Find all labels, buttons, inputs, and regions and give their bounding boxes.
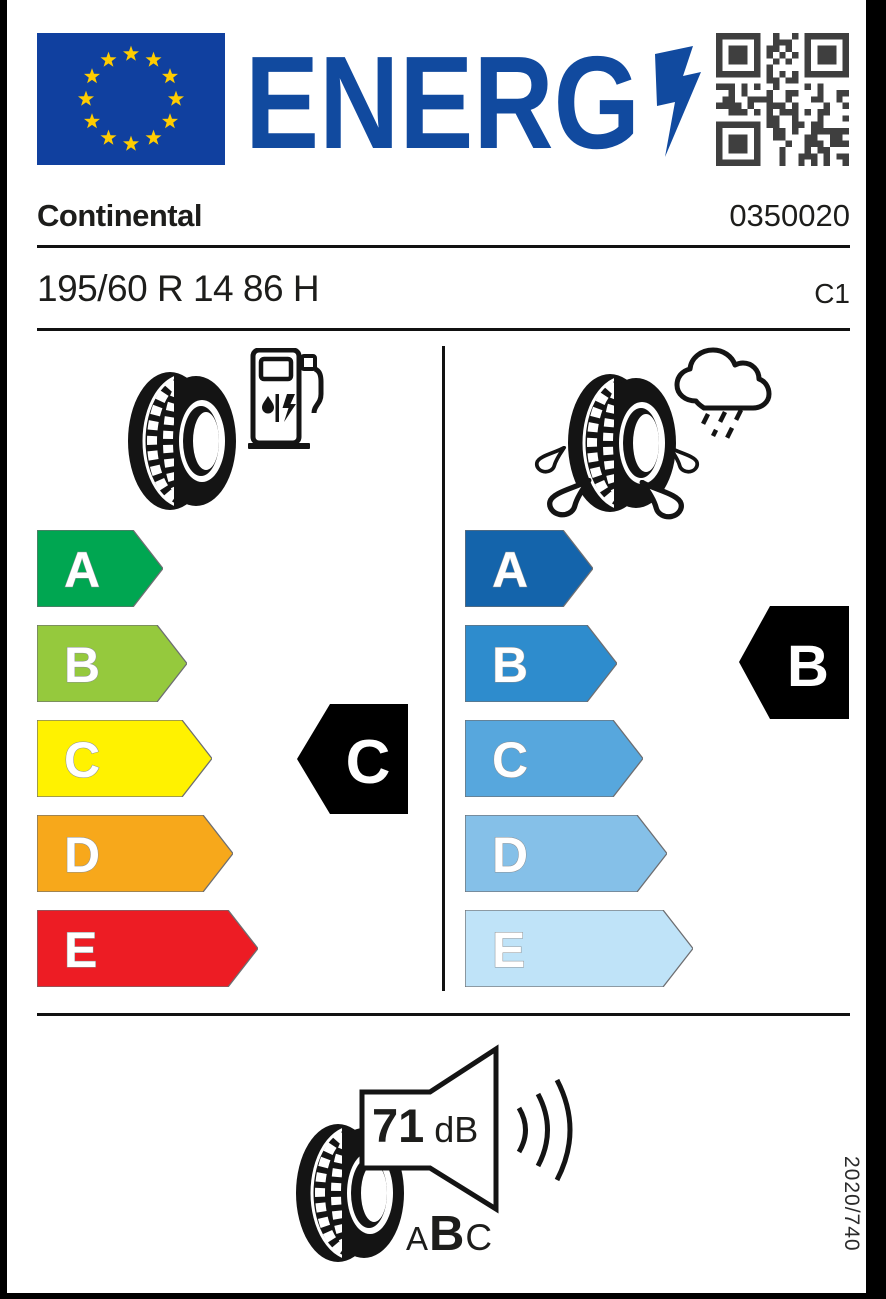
- grade-label: E: [492, 922, 526, 978]
- noise-class-b-selected: B: [429, 1207, 465, 1261]
- fuel-scale-arrow-c: [37, 720, 212, 797]
- grade-label: A: [64, 542, 101, 598]
- noise-unit: dB: [434, 1109, 479, 1150]
- noise-class-scale: [406, 1207, 493, 1261]
- grade-label: C: [492, 732, 529, 788]
- splash-icon: [544, 478, 596, 518]
- grade-label: D: [492, 827, 529, 883]
- bottom-border: [0, 1293, 886, 1299]
- noise-value: 71: [372, 1099, 425, 1152]
- divider-line: [37, 245, 850, 248]
- noise-level: [372, 1099, 479, 1152]
- type-identifier: 0350020: [729, 198, 850, 233]
- center-divider: [442, 346, 445, 991]
- splash-icon: [634, 480, 688, 520]
- wet-scale-arrow-b: [465, 625, 617, 702]
- splash-icon: [666, 446, 700, 474]
- wet-scale-arrow-d: [465, 815, 667, 892]
- grade-label: E: [64, 922, 98, 978]
- fuel-pump-icon: [246, 348, 326, 452]
- energ-logo: [243, 38, 713, 163]
- regulation-number: 2020/740: [840, 1156, 863, 1252]
- lightning-bolt-icon: [655, 46, 701, 157]
- grade-label: B: [492, 637, 529, 693]
- fuel-scale-arrow-e: [37, 910, 258, 987]
- fuel-scale-arrow-a: [37, 530, 163, 607]
- sound-wave-icon: [519, 1080, 570, 1180]
- fuel-rating-arrow: [297, 704, 408, 814]
- energ-logo-text: ENERG: [245, 38, 640, 163]
- tyre-class: C1: [814, 278, 850, 309]
- supplier-name: Continental: [37, 198, 202, 233]
- grade-label: D: [64, 827, 101, 883]
- grade-label: C: [64, 732, 101, 788]
- divider-line: [37, 1013, 850, 1016]
- noise-class-c: C: [465, 1217, 493, 1258]
- grade-label: B: [64, 637, 101, 693]
- right-border: [866, 0, 886, 1299]
- left-border: [0, 0, 7, 1299]
- fuel-rating-value: C: [345, 728, 391, 797]
- wet-scale-arrow-e: [465, 910, 693, 987]
- grade-label: A: [492, 542, 529, 598]
- rain-cloud-icon: [670, 344, 776, 444]
- wet-scale-arrow-a: [465, 530, 593, 607]
- fuel-scale-arrow-d: [37, 815, 233, 892]
- eu-flag-icon: [37, 33, 225, 165]
- noise-class-a: A: [406, 1220, 429, 1257]
- fuel-scale-arrow-b: [37, 625, 187, 702]
- divider-line: [37, 328, 850, 331]
- tyre-size-designation: 195/60 R 14 86 H: [37, 268, 320, 309]
- wet-rating-value: B: [787, 634, 829, 699]
- wet-rating-arrow: [739, 606, 849, 719]
- qr-code-icon: [716, 33, 849, 166]
- fuel-tire-icon: [126, 370, 238, 512]
- splash-icon: [534, 446, 568, 474]
- wet-scale-arrow-c: [465, 720, 643, 797]
